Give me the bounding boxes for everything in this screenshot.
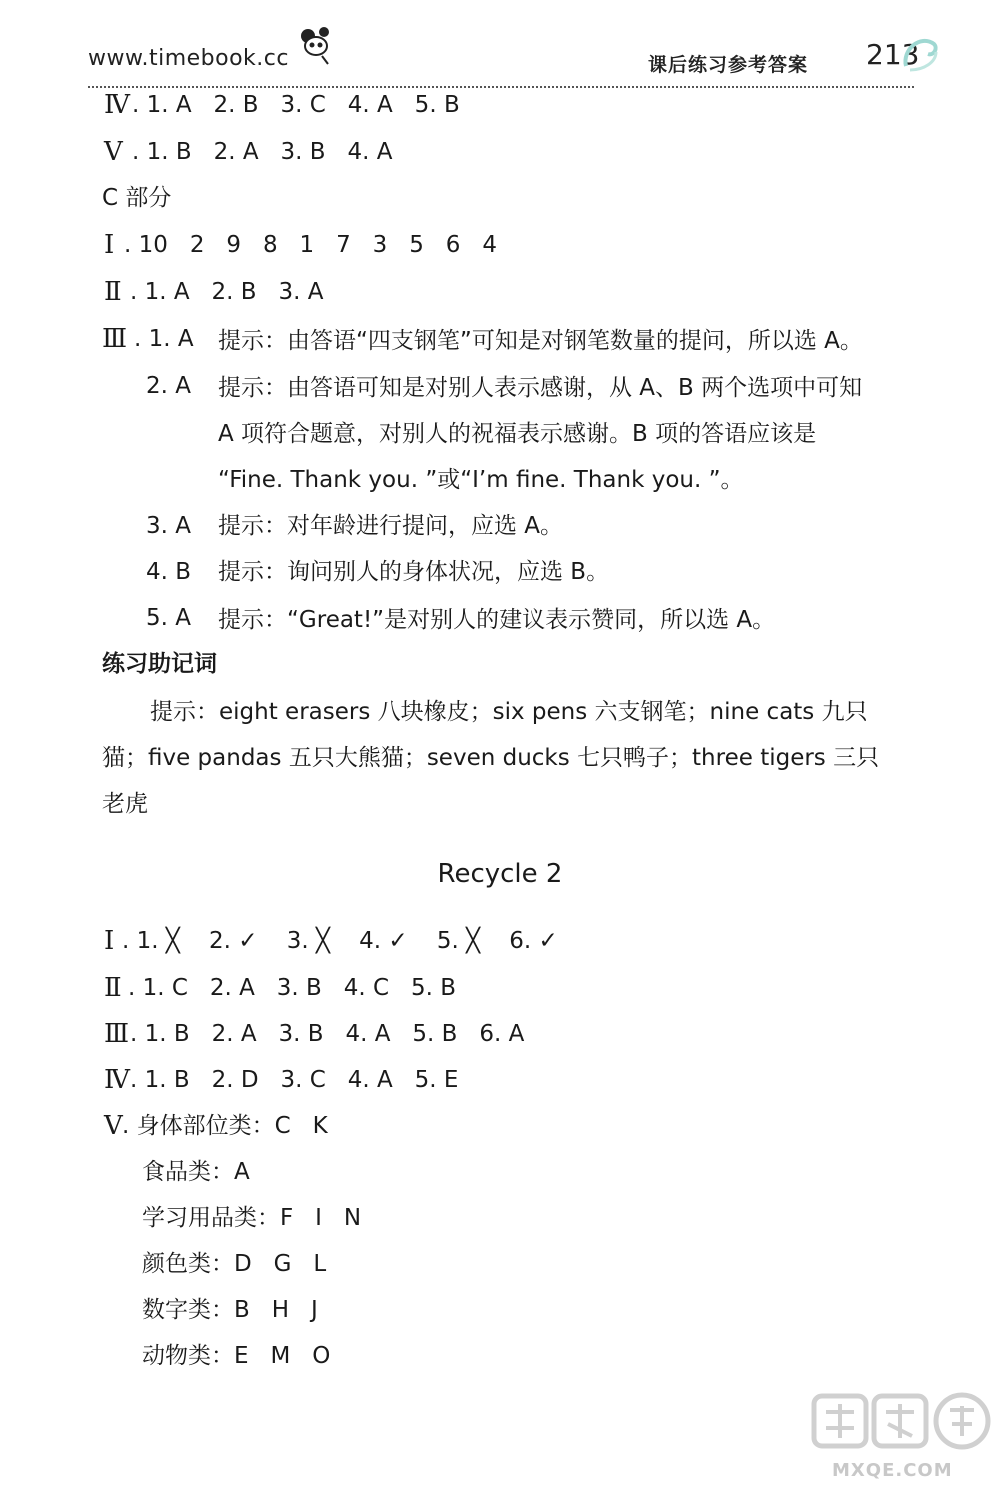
category-row: 数字类：B H J: [142, 1297, 318, 1323]
answer-row: . 1. B 2. D 3. C 4. A 5. E: [130, 1067, 459, 1093]
memo-heading: 练习助记词: [102, 651, 217, 677]
panda-icon: [292, 22, 342, 66]
roman-numeral: Ⅰ: [104, 230, 115, 260]
answer-number: 5. A: [146, 605, 191, 631]
roman-numeral: Ⅲ: [104, 1019, 130, 1049]
answer-row: . 10 2 9 8 1 7 3 5 6 4: [124, 232, 497, 258]
category-row: . 身体部位类：C K: [122, 1113, 328, 1139]
watermark-text: MXQE.COM: [832, 1460, 953, 1481]
answer-row: . 1. A 2. B 3. A: [130, 279, 324, 305]
answer-hint: 提示：询问别人的身体状况，应选 B。: [218, 559, 610, 585]
roman-numeral: Ⅲ: [102, 324, 128, 354]
answer-hint-continued: A 项符合题意，对别人的祝福表示感谢。B 项的答语应该是: [218, 421, 817, 447]
site-url: www.timebook.cc: [88, 46, 289, 71]
header-title: 课后练习参考答案: [648, 54, 809, 76]
answer-hint: 提示：由答语“四支钢笔”可知是对钢笔数量的提问，所以选 A。: [218, 328, 863, 354]
answer-number: 4. B: [146, 559, 192, 585]
answer-row: . 1. C 2. A 3. B 4. C 5. B: [128, 975, 457, 1001]
roman-numeral: Ⅴ: [104, 137, 123, 167]
section-heading: C 部分: [102, 185, 172, 211]
answer-number: . 1. A: [134, 326, 194, 352]
answer-number: 3. A: [146, 513, 191, 539]
page-number: 213: [866, 38, 920, 71]
memo-line: 提示：eight erasers 八块橡皮；six pens 六支钢笔；nine cats 九只: [150, 699, 868, 725]
answer-hint: 提示：由答语可知是对别人表示感谢，从 A、B 两个选项中可知: [218, 375, 863, 401]
answer-hint: 提示：对年龄进行提问，应选 A。: [218, 513, 564, 539]
answer-number: 2. A: [146, 373, 191, 399]
roman-numeral: Ⅱ: [104, 277, 122, 307]
answer-hint-continued: “Fine. Thank you. ”或“I’m fine. Thank you. ”。: [218, 467, 744, 493]
roman-numeral: Ⅳ: [104, 90, 130, 120]
page-header: [0, 0, 1000, 92]
answer-hint: 提示：“Great!”是对别人的建议表示赞同，所以选 A。: [218, 607, 776, 633]
roman-numeral: Ⅳ: [104, 1065, 130, 1095]
swirl-decoration-icon: [900, 30, 940, 74]
roman-numeral: Ⅴ: [104, 1111, 123, 1141]
answer-row: . 1. A 2. B 3. C 4. A 5. B: [132, 92, 460, 118]
category-row: 学习用品类：F I N: [142, 1205, 362, 1231]
memo-line: 猫；five pandas 五只大熊猫；seven ducks 七只鸭子；three tigers 三只: [102, 745, 880, 771]
category-row: 动物类：E M O: [142, 1343, 331, 1369]
header-divider: [88, 86, 914, 88]
roman-numeral: Ⅱ: [104, 973, 122, 1003]
section-title: Recycle 2: [437, 859, 563, 889]
memo-line: 老虎: [102, 791, 148, 817]
answer-row: . 1. B 2. A 3. B 4. A 5. B 6. A: [130, 1021, 525, 1047]
category-row: 颜色类：D G L: [142, 1251, 327, 1277]
roman-numeral: Ⅰ: [104, 926, 115, 956]
answer-row: . 1. B 2. A 3. B 4. A: [132, 139, 393, 165]
answer-row: . 1. ╳ 2. ✓ 3. ╳ 4. ✓ 5. ╳ 6. ✓: [122, 928, 558, 954]
category-row: 食品类：A: [142, 1159, 250, 1185]
